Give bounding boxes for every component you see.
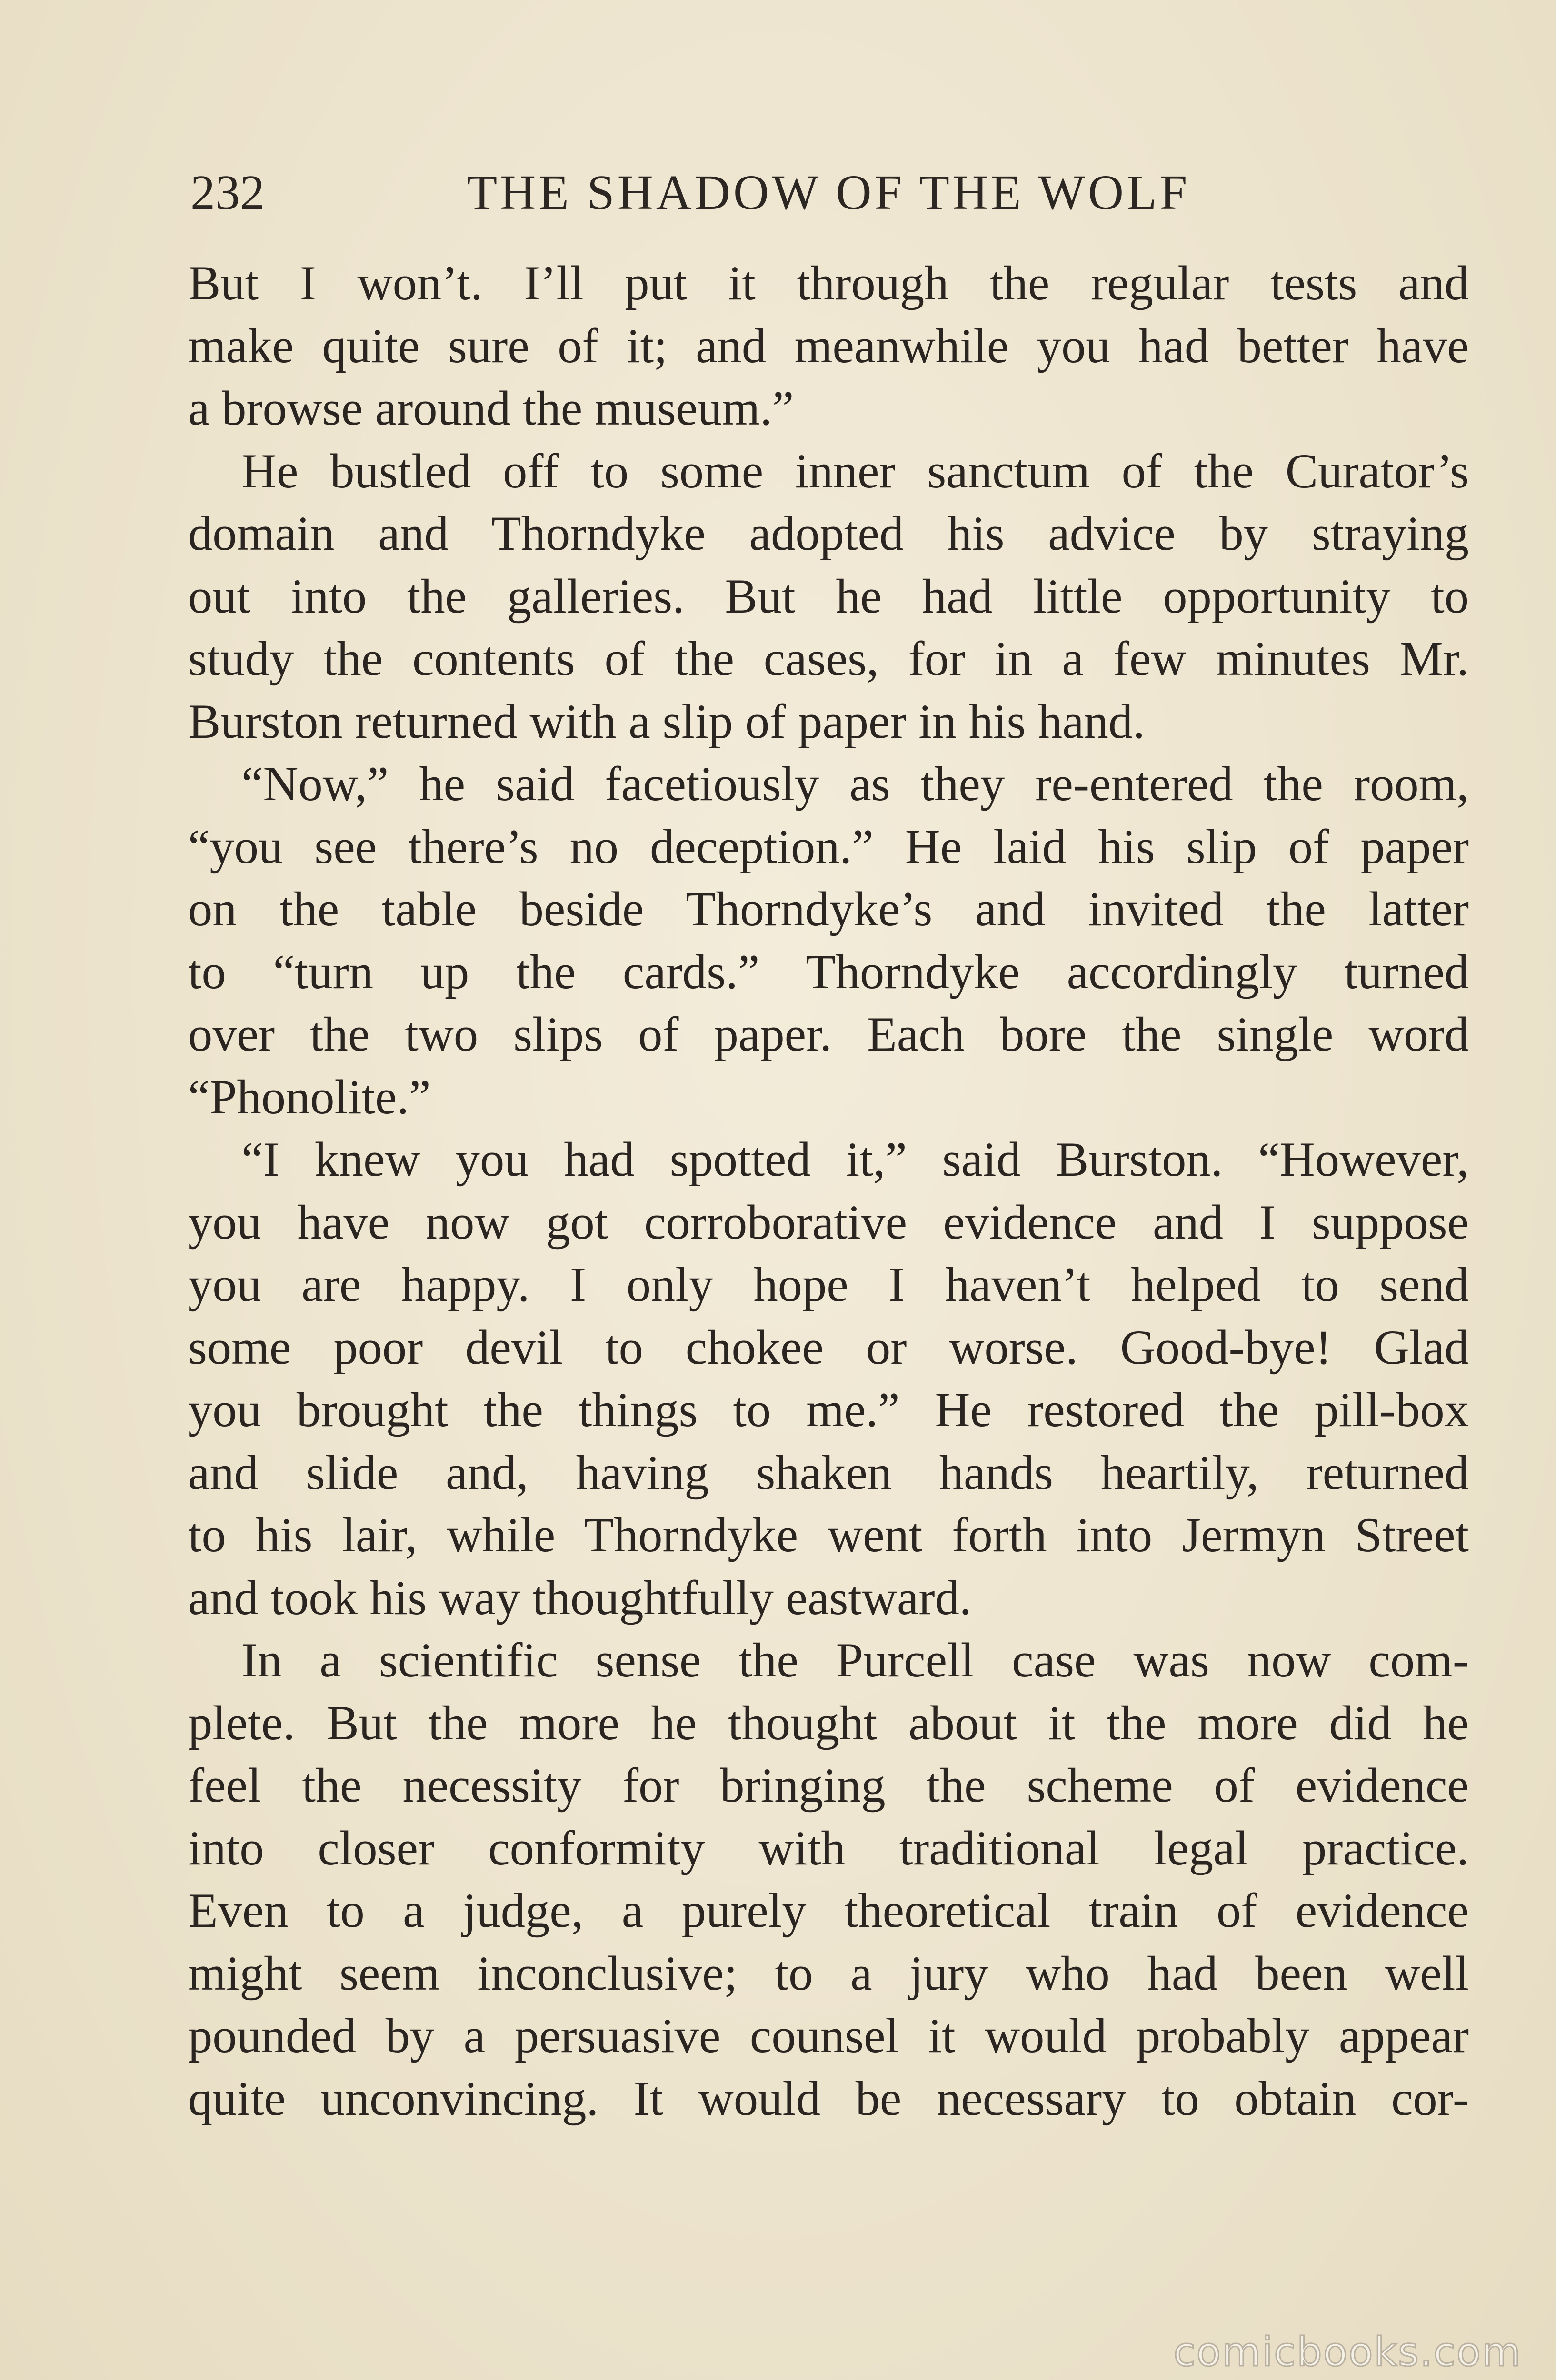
text-line: plete. But the more he thought about it the more did he	[188, 1696, 1469, 1750]
text-line: quite unconvincing. It would be necessary to obtain cor-	[188, 2072, 1469, 2126]
text-line: you have now got corroborative evidence and I suppose	[188, 1195, 1469, 1250]
text-line: into closer conformity with traditional legal practice.	[188, 1821, 1469, 1875]
text-line: “Now,” he said facetiously as they re-entered the room,	[241, 757, 1469, 811]
text-line: study the contents of the cases, for in a few minutes Mr.	[188, 632, 1469, 686]
running-title: THE SHADOW OF THE WOLF	[467, 165, 1190, 220]
text-line: make quite sure of it; and meanwhile you had better have	[188, 319, 1469, 373]
text-line: But I won’t. I’ll put it through the regular tests and	[188, 257, 1469, 310]
page-number: 232	[190, 165, 265, 220]
text-line: Even to a judge, a purely theoretical train of evidence	[188, 1884, 1469, 1938]
text-line: In a scientific sense the Purcell case was now com-	[241, 1634, 1469, 1687]
text-line: domain and Thorndyke adopted his advice by straying	[188, 507, 1469, 561]
text-line: feel the necessity for bringing the scheme of evidence	[188, 1759, 1469, 1813]
text-line: on the table beside Thorndyke’s and invited the latter	[188, 883, 1469, 936]
text-line: Burston returned with a slip of paper in his hand.	[188, 694, 1145, 749]
text-line: some poor devil to chokee or worse. Good-bye! Glad	[188, 1320, 1469, 1375]
text-line: you are happy. I only hope I haven’t helped to send	[188, 1258, 1469, 1312]
text-line: “you see there’s no deception.” He laid his slip of paper	[188, 820, 1469, 874]
text-line: He bustled off to some inner sanctum of the Curator’s	[241, 444, 1469, 498]
text-line: out into the galleries. But he had little opportunity to	[188, 569, 1469, 624]
text-line: to “turn up the cards.” Thorndyke accordingly turned	[188, 945, 1469, 999]
text-line: and took his way thoughtfully eastward.	[188, 1571, 972, 1625]
text-line: and slide and, having shaken hands heartily, returned	[188, 1446, 1469, 1500]
watermark: comicbooks.com	[1173, 2329, 1522, 2375]
text-line: a browse around the museum.”	[188, 382, 794, 436]
text-line: to his lair, while Thorndyke went forth into Jermyn Street	[188, 1508, 1469, 1562]
text-line: “I knew you had spotted it,” said Burston. “However,	[241, 1133, 1469, 1187]
text-line: pounded by a persuasive counsel it would probably appear	[188, 2009, 1469, 2063]
text-line: “Phonolite.”	[188, 1070, 431, 1124]
text-line: you brought the things to me.” He restored the pill-box	[188, 1383, 1469, 1437]
text-line: might seem inconclusive; to a jury who had been well	[188, 1946, 1469, 2001]
text-line: over the two slips of paper. Each bore the single word	[188, 1008, 1469, 1061]
page-header	[190, 164, 1228, 221]
body-text	[188, 252, 1469, 2130]
